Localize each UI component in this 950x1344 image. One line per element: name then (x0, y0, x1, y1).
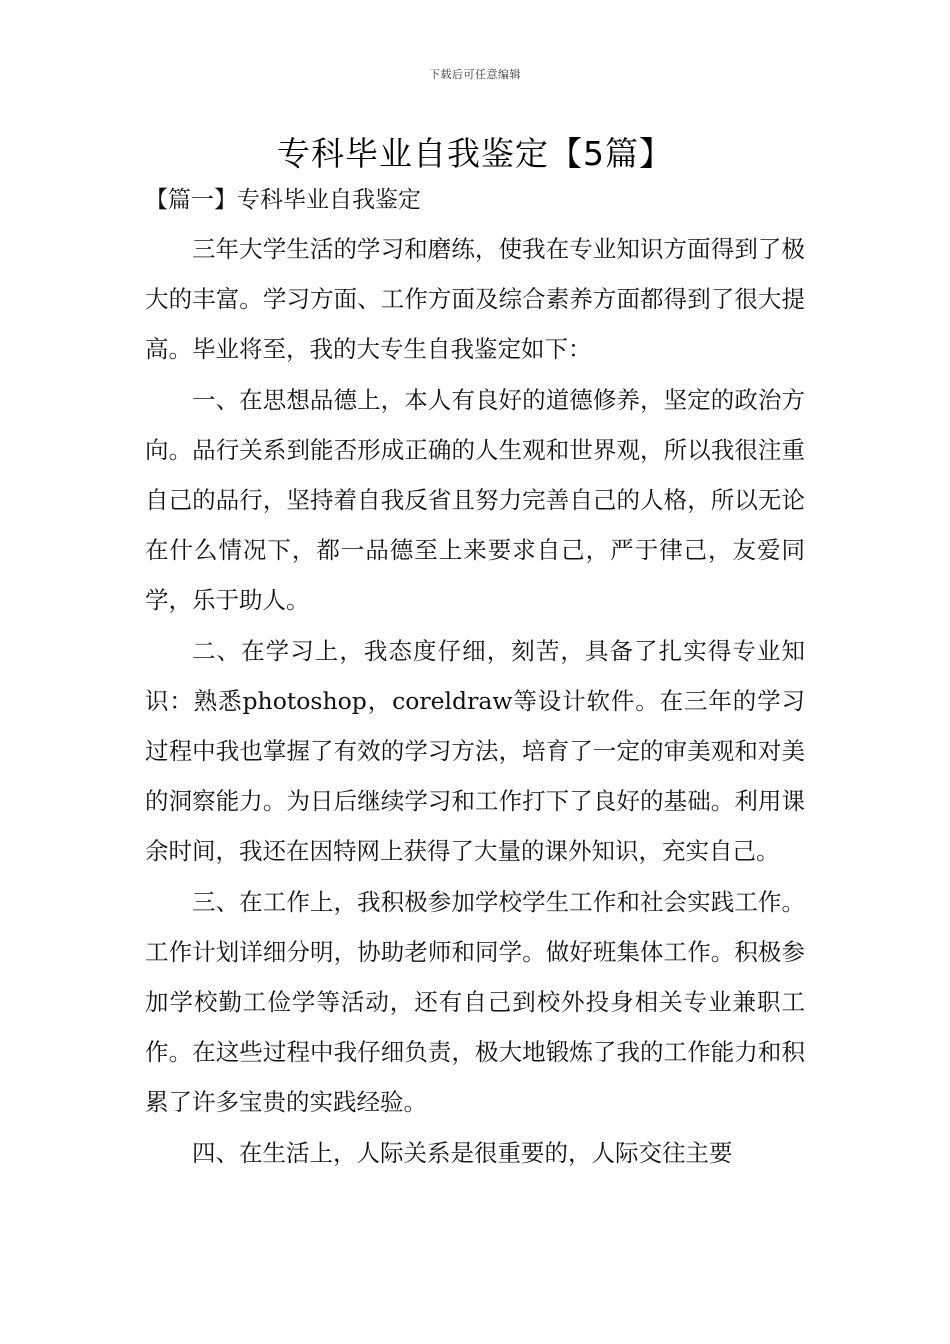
header-note: 下载后可任意编辑 (429, 68, 521, 81)
paragraph-intro: 三年大学生活的学习和磨练，使我在专业知识方面得到了极大的丰富。学习方面、工作方面及综合素养方面都得到了很大提高。毕业将至，我的大专生自我鉴定如下： (145, 235, 805, 364)
document-title: 专科毕业自我鉴定【5篇】 (277, 134, 673, 173)
paragraph-study: 二、在学习上，我态度仔细，刻苦，具备了扎实得专业知识：熟悉photoshop，coreldraw等设计软件。在三年的学习过程中我也掌握了有效的学习方法，培育了一定的审美观和对美的洞察能力。为日后继续学习和工作打下了良好的基础。利用课余时间，我还在因特网上获得了大量的课外知识，充实自己。 (145, 636, 805, 866)
section-heading: 【篇一】专科毕业自我鉴定 (145, 187, 421, 213)
document-body (145, 224, 805, 1178)
paragraph-work: 三、在工作上，我积极参加学校学生工作和社会实践工作。工作计划详细分明，协助老师和同学。做好班集体工作。积极参加学校勤工俭学等活动，还有自己到校外投身相关专业兼职工作。在这些过程中我仔细负责，极大地锻炼了我的工作能力和积累了许多宝贵的实践经验。 (145, 887, 805, 1117)
paragraph-life: 四、在生活上，人际关系是很重要的，人际交往主要 (192, 1138, 733, 1167)
paragraph-morality: 一、在思想品德上，本人有良好的道德修养，坚定的政治方向。品行关系到能否形成正确的人生观和世界观，所以我很注重自己的品行，坚持着自我反省且努力完善自己的人格，所以无论在什么情况下，都一品德至上来要求自己，严于律己，友爱同学，乐于助人。 (145, 385, 805, 615)
